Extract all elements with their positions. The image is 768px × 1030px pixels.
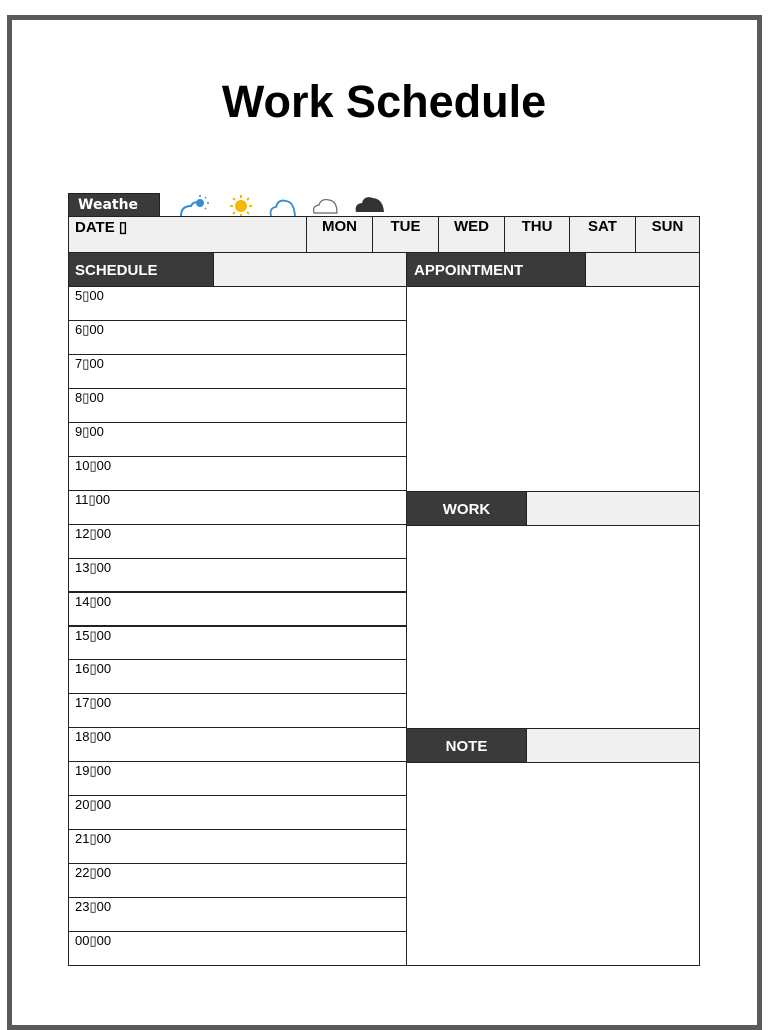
- time-slot-row[interactable]: 16▯00: [68, 659, 407, 694]
- time-slot-row[interactable]: 17▯00: [68, 693, 407, 728]
- day-mon[interactable]: MON: [306, 216, 373, 253]
- appointment-header: APPOINTMENT: [406, 252, 586, 287]
- day-thu[interactable]: THU: [504, 216, 570, 253]
- time-slot-row[interactable]: 9▯00: [68, 422, 407, 457]
- sun-icon: [228, 194, 254, 216]
- time-slot-row[interactable]: 15▯00: [68, 626, 407, 661]
- note-area[interactable]: [406, 762, 700, 966]
- time-slot-row[interactable]: 10▯00: [68, 456, 407, 491]
- time-slot-row[interactable]: 21▯00: [68, 829, 407, 864]
- time-slot-row[interactable]: 11▯00: [68, 490, 407, 525]
- schedule-header: SCHEDULE: [68, 252, 214, 287]
- time-slot-row[interactable]: 18▯00: [68, 727, 407, 762]
- time-slot-row[interactable]: 22▯00: [68, 863, 407, 898]
- appointment-header-field[interactable]: [585, 252, 700, 287]
- note-header-field[interactable]: [526, 728, 700, 763]
- work-header: WORK: [406, 491, 527, 526]
- note-header: NOTE: [406, 728, 527, 763]
- day-sun[interactable]: SUN: [635, 216, 700, 253]
- day-wed[interactable]: WED: [438, 216, 505, 253]
- day-sat[interactable]: SAT: [569, 216, 636, 253]
- work-area[interactable]: [406, 525, 700, 729]
- date-field[interactable]: DATE ▯: [68, 216, 307, 253]
- time-slot-row[interactable]: 13▯00: [68, 558, 407, 593]
- time-slot-row[interactable]: 5▯00: [68, 286, 407, 321]
- time-slot-row[interactable]: 6▯00: [68, 320, 407, 355]
- rain-cloud-icon: [311, 194, 341, 216]
- time-slot-row[interactable]: 12▯00: [68, 524, 407, 559]
- time-slot-row[interactable]: 23▯00: [68, 897, 407, 932]
- time-slot-row[interactable]: 20▯00: [68, 795, 407, 830]
- partly-sunny-icon: [178, 194, 214, 216]
- weather-tab: Weathe: [68, 193, 160, 217]
- time-slot-row[interactable]: 00▯00: [68, 931, 407, 966]
- work-header-field[interactable]: [526, 491, 700, 526]
- appointment-area[interactable]: [406, 286, 700, 492]
- day-tue[interactable]: TUE: [372, 216, 439, 253]
- schedule-header-field[interactable]: [213, 252, 407, 287]
- time-slot-row[interactable]: 19▯00: [68, 761, 407, 796]
- time-slot-row[interactable]: 8▯00: [68, 388, 407, 423]
- storm-cloud-icon: [354, 194, 386, 216]
- time-slot-row[interactable]: 7▯00: [68, 354, 407, 389]
- time-slot-row[interactable]: 14▯00: [68, 592, 407, 627]
- cloud-icon: [268, 194, 298, 216]
- page-title: Work Schedule: [221, 76, 547, 127]
